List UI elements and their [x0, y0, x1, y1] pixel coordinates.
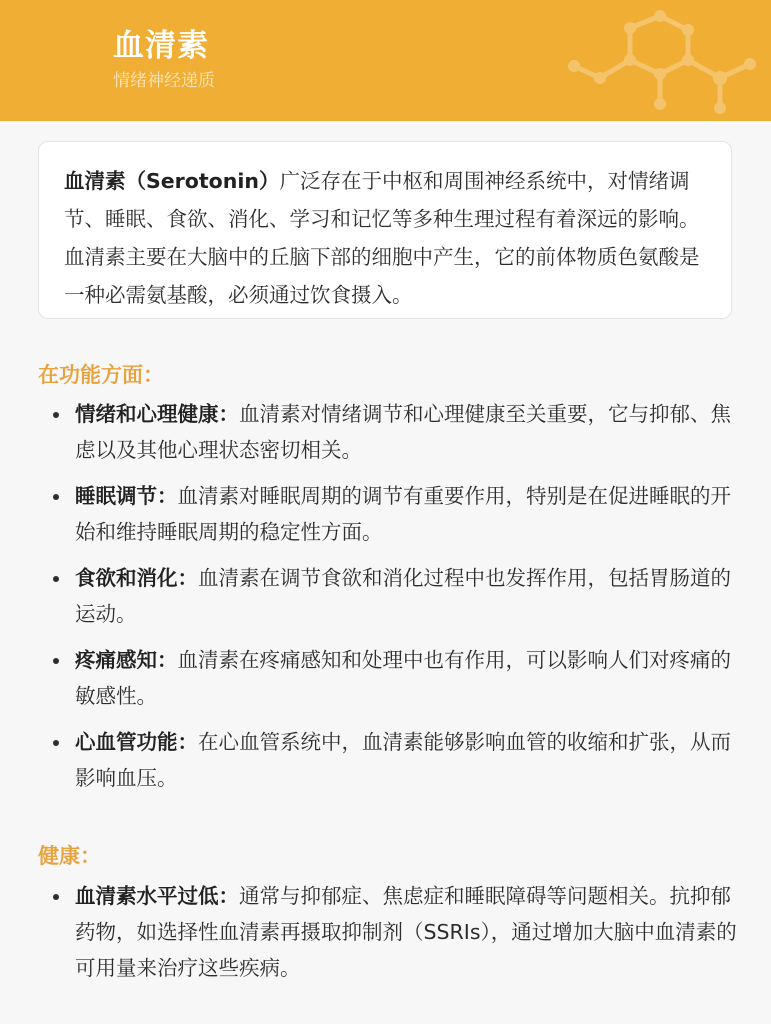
intro-card	[38, 141, 732, 319]
bullet-icon	[53, 576, 59, 582]
list-item	[38, 396, 738, 468]
item-term: 食欲和消化：	[75, 566, 198, 590]
list-item	[38, 642, 738, 714]
intro-term: 血清素（Serotonin）	[64, 169, 280, 193]
item-term: 血清素水平过低：	[75, 884, 239, 908]
intro-text: 广泛存在于中枢和周围神经系统中，对情绪调节、睡眠、食欲、消化、学习和记忆等多种生理过程有着深远的影响。血清素主要在大脑中的丘脑下部的细胞中产生，它的前体物质色氨酸是一种必需氨基酸，必须通过饮食摄入。	[64, 169, 700, 307]
list-item	[38, 724, 738, 796]
item-term: 疼痛感知：	[75, 648, 178, 672]
bullet-icon	[53, 412, 59, 418]
health-section-title: 健康：	[38, 844, 101, 868]
page-subtitle: 情绪神经递质	[113, 71, 215, 91]
header-banner	[0, 0, 771, 121]
list-item	[38, 878, 738, 986]
bullet-icon	[53, 894, 59, 900]
item-term: 情绪和心理健康：	[75, 402, 239, 426]
item-term: 心血管功能：	[75, 730, 198, 754]
functions-list	[38, 396, 738, 806]
bullet-icon	[53, 494, 59, 500]
item-text: 血清素对睡眠周期的调节有重要作用，特别是在促进睡眠的开始和维持睡眠周期的稳定性方面。	[75, 484, 731, 544]
bullet-icon	[53, 658, 59, 664]
list-item	[38, 560, 738, 632]
page-title: 血清素	[113, 28, 209, 64]
bullet-icon	[53, 740, 59, 746]
item-text: 在心血管系统中，血清素能够影响血管的收缩和扩张，从而影响血压。	[75, 730, 731, 790]
functions-section-title: 在功能方面：	[38, 363, 164, 387]
item-text: 通常与抑郁症、焦虑症和睡眠障碍等问题相关。抗抑郁药物，如选择性血清素再摄取抑制剂（SSRIs），通过增加大脑中血清素的可用量来治疗这些疾病。	[75, 884, 737, 980]
item-text: 血清素在疼痛感知和处理中也有作用，可以影响人们对疼痛的敏感性。	[75, 648, 731, 708]
molecule-icon	[560, 8, 760, 118]
item-text: 血清素在调节食欲和消化过程中也发挥作用，包括胃肠道的运动。	[75, 566, 731, 626]
item-term: 睡眠调节：	[75, 484, 178, 508]
list-item	[38, 478, 738, 550]
health-list	[38, 878, 738, 996]
item-text: 血清素对情绪调节和心理健康至关重要，它与抑郁、焦虑以及其他心理状态密切相关。	[75, 402, 731, 462]
